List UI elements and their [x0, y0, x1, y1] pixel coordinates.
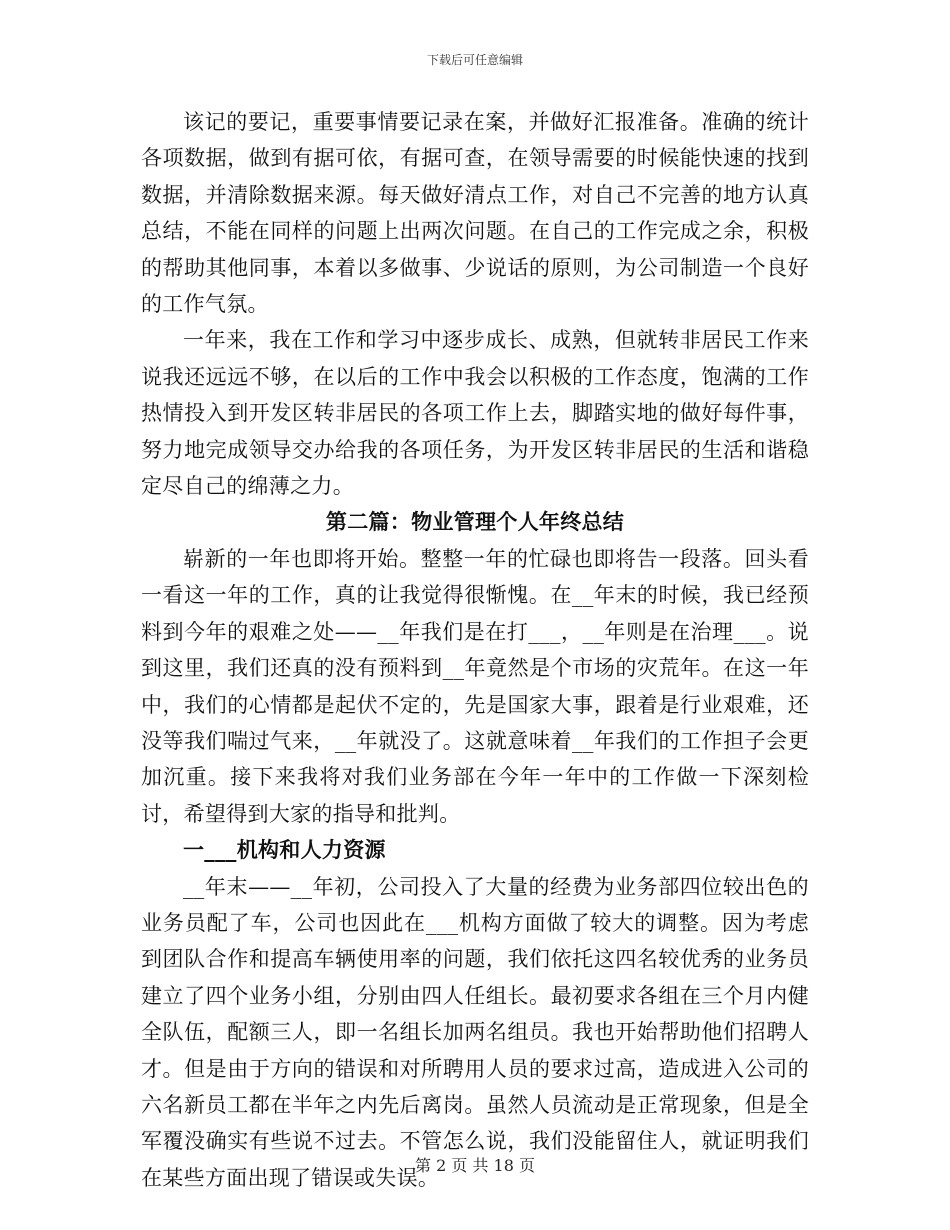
page-header-note: 下载后可任意编辑	[426, 53, 523, 67]
page-number: 第 2 页 共 18 页	[415, 1156, 535, 1175]
paragraph-4: __年末——__年初，公司投入了大量的经费为业务部四位较出色的业务员配了车，公司也因此在___机构方面做了较大的调整。因为考虑到团队合作和提高车辆使用率的问题，我们依托这四名较优秀的业务员建立了四个业务小组，分别由四人任组长。最初要求各组在三个月内健全队伍，配额三人，即一名组长加两名组员。我也开始帮助他们招聘人才。但是由于方向的错误和对所聘用人员的要求过高，造成进入公司的六名新员工都在半年之内先后离岗。虽然人员流动是正常现象，但是全军覆没确实有些说不过去。不管怎么说，我们没能留住人，就证明我们在某些方面出现了错误或失误。	[141, 874, 809, 1190]
section-title: 第二篇：物业管理个人年终总结	[325, 509, 625, 535]
document-body	[141, 104, 809, 1196]
paragraph-3: 崭新的一年也即将开始。整整一年的忙碌也即将告一段落。回头看一看这一年的工作，真的让我觉得很惭愧。在__年末的时候，我已经预料到今年的艰难之处——__年我们是在打___，__年则是在治理___。说到这里，我们还真的没有预料到__年竟然是个市场的灾荒年。在这一年中，我们的心情都是起伏不定的，先是国家大事，跟着是行业艰难，还没等我们喘过气来，__年就没了。这就意味着__年我们的工作担子会更加沉重。接下来我将对我们业务部在今年一年中的工作做一下深刻检讨，希望得到大家的指导和批判。	[141, 546, 809, 826]
paragraph-2: 一年来，我在工作和学习中逐步成长、成熟，但就转非居民工作来说我还远远不够，在以后的工作中我会以积极的工作态度，饱满的工作热情投入到开发区转非居民的各项工作上去，脚踏实地的做好每件事，努力地完成领导交办给我的各项任务，为开发区转非居民的生活和谐稳定尽自己的绵薄之力。	[141, 328, 809, 499]
sub-heading: 一___机构和人力资源	[183, 837, 386, 863]
paragraph-1: 该记的要记，重要事情要记录在案，并做好汇报准备。准确的统计各项数据，做到有据可依，有据可查，在领导需要的时候能快速的找到数据，并清除数据来源。每天做好清点工作，对自己不完善的地方认真总结，不能在同样的问题上出两次问题。在自己的工作完成之余，积极的帮助其他同事，本着以多做事、少说话的原则，为公司制造一个良好的工作气氛。	[141, 110, 809, 317]
